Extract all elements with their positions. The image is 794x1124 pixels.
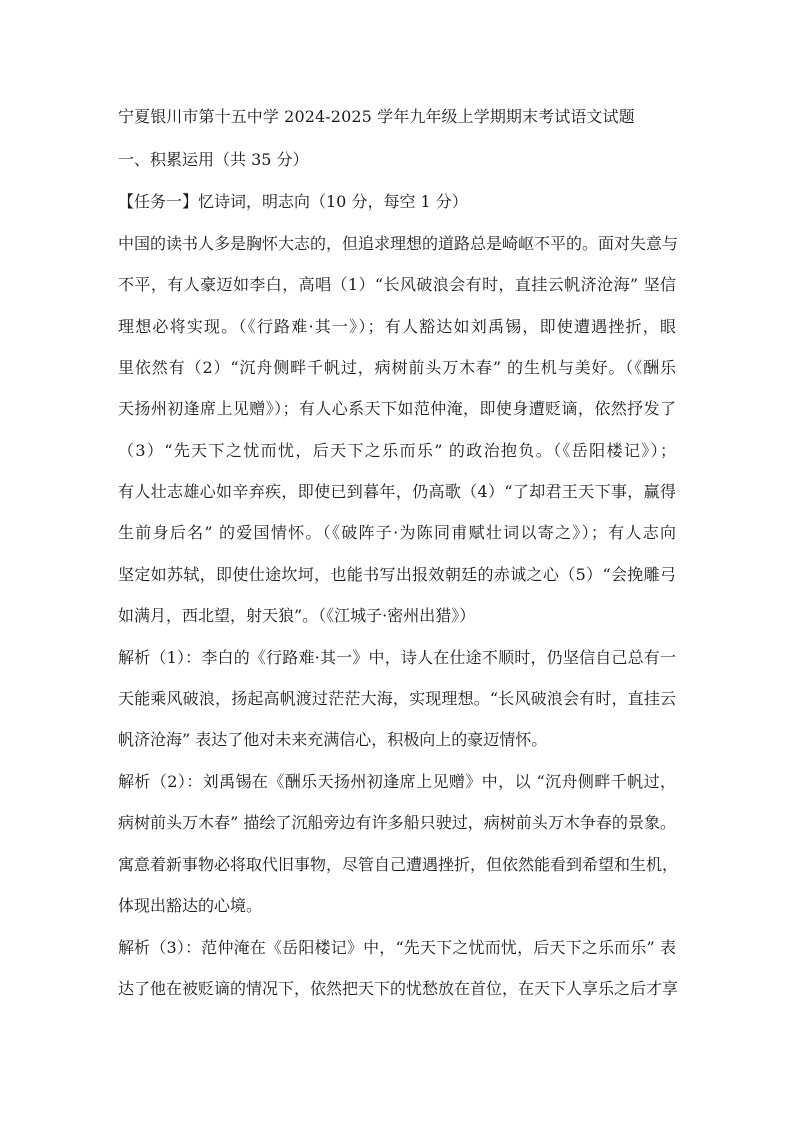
- passage-line: 不平，有人豪迈如李白，高唱（1）“长风破浪会有时，直挂云帆济沧海” 坚信: [118, 275, 676, 294]
- passage-line: （3）“先天下之忧而忧，后天下之乐而乐” 的政治抱负。（《岳阳楼记》）；: [118, 441, 676, 460]
- passage-line: 理想必将实现。（《行路难·其一》）；有人豁达如刘禹锡，即使遭遇挫折，眼: [118, 317, 676, 336]
- page-title: 宁夏银川市第十五中学 2024-2025 学年九年级上学期期末考试语文试题: [118, 107, 635, 126]
- analysis-2-line: 解析（2）：刘禹锡在《酬乐天扬州初逢席上见赠》中，以 “沉舟侧畔千帆过，: [118, 772, 676, 791]
- passage-line: 天扬州初逢席上见赠》）；有人心系天下如范仲淹，即使身遭贬谪，依然抒发了: [118, 399, 676, 418]
- task-heading: 【任务一】忆诗词，明志向（10 分，每空 1 分）: [118, 192, 468, 211]
- analysis-3-line: 解析（3）：范仲淹在《岳阳楼记》中，“先天下之忧而忧，后天下之乐而乐” 表: [118, 938, 676, 957]
- analysis-1-line: 解析（1）：李白的《行路难·其一》中，诗人在仕途不顺时，仍坚信自己总有一: [118, 648, 676, 667]
- passage-line: 坚定如苏轼，即使仕途坎坷，也能书写出报效朝廷的赤诚之心（5）“会挽雕弓: [118, 565, 676, 584]
- analysis-2-line: 体现出豁达的心境。: [118, 896, 263, 915]
- section-heading: 一、积累运用（共 35 分）: [118, 150, 309, 169]
- passage-line: 里依然有（2）“沉舟侧畔千帆过，病树前头万木春” 的生机与美好。（《酬乐: [118, 358, 676, 377]
- analysis-1-line: 天能乘风破浪，扬起高帆渡过茫茫大海，实现理想。“长风破浪会有时，直挂云: [118, 689, 676, 708]
- passage-line: 有人壮志雄心如辛弃疾，即使已到暮年，仍高歌（4）“了却君王天下事，赢得: [118, 482, 676, 501]
- analysis-2-line: 病树前头万木春” 描绘了沉船旁边有许多船只驶过，病树前头万木争春的景象。: [118, 813, 676, 832]
- passage-line: 生前身后名” 的爱国情怀。（《破阵子·为陈同甫赋壮词以寄之》）；有人志向: [118, 523, 676, 542]
- analysis-3-line: 达了他在被贬谪的情况下，依然把天下的忧愁放在首位，在天下人享乐之后才享: [118, 979, 679, 998]
- analysis-1-line: 帆济沧海” 表达了他对未来充满信心，积极向上的豪迈情怀。: [118, 730, 548, 749]
- analysis-2-line: 寓意着新事物必将取代旧事物，尽管自己遭遇挫折，但依然能看到希望和生机，: [118, 855, 679, 874]
- passage-line: 如满月，西北望，射天狼”。（《江城子·密州出猎》）: [118, 606, 476, 625]
- passage-line: 中国的读书人多是胸怀大志的，但追求理想的道路总是崎岖不平的。面对失意与: [118, 234, 679, 253]
